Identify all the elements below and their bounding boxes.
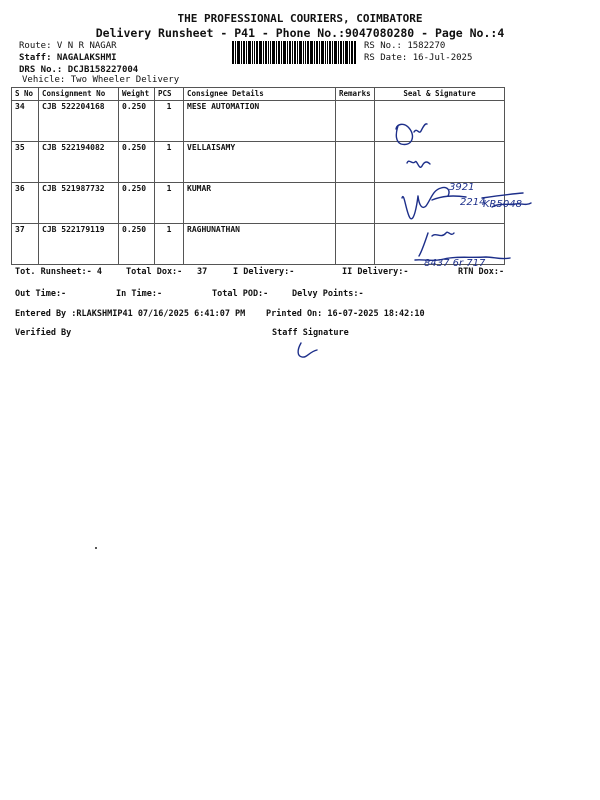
handwritten-note-1: 3921: [449, 182, 475, 193]
cell-signature: [375, 224, 505, 265]
cell-sno: 34: [12, 101, 39, 142]
cell-sno: 36: [12, 183, 39, 224]
cell-remarks: [336, 183, 375, 224]
entered-by: Entered By :RLAKSHMIP41 07/16/2025 6:41:07 PM: [15, 309, 246, 319]
cell-pcs: 1: [155, 224, 184, 265]
header-weight: Weight: [119, 88, 155, 101]
cell-consignment: CJB 522194082: [39, 142, 119, 183]
cell-consignment: CJB 522179119: [39, 224, 119, 265]
document-title: THE PROFESSIONAL COURIERS, COIMBATORE: [177, 12, 423, 25]
cell-sno: 37: [12, 224, 39, 265]
handwritten-note-4: 8437 6r 717: [424, 258, 486, 269]
total-dox-label: Total Dox:-: [126, 267, 183, 277]
cell-sno: 35: [12, 142, 39, 183]
vehicle-label: Vehicle: Two Wheeler Delivery: [22, 75, 180, 85]
cell-weight: 0.250: [119, 142, 155, 183]
cell-remarks: [336, 224, 375, 265]
rs-number: RS No.: 1582270: [364, 41, 446, 51]
cell-pcs: 1: [155, 142, 184, 183]
header-pcs: PCS: [155, 88, 184, 101]
cell-signature: [375, 183, 505, 224]
tot-runsheet: Tot. Runsheet:- 4: [15, 267, 102, 277]
cell-signature: [375, 142, 505, 183]
header-sno: S No: [12, 88, 39, 101]
cell-consignee: RAGHUNATHAN: [184, 224, 336, 265]
ii-delivery-label: II Delivery:-: [342, 267, 409, 277]
cell-pcs: 1: [155, 183, 184, 224]
cell-consignee: VELLAISAMY: [184, 142, 336, 183]
printed-on: Printed On: 16-07-2025 18:42:10: [266, 309, 425, 319]
cell-weight: 0.250: [119, 183, 155, 224]
rs-date: RS Date: 16-Jul-2025: [364, 53, 473, 63]
cell-remarks: [336, 101, 375, 142]
barcode: [232, 41, 356, 64]
route-label: Route: V N R NAGAR: [19, 41, 117, 51]
total-pod-label: Total POD:-: [212, 289, 269, 299]
header-consignment: Consignment No: [39, 88, 119, 101]
cell-pcs: 1: [155, 101, 184, 142]
scan-speck: [95, 547, 97, 549]
staff-signature-mark: [298, 343, 317, 357]
total-dox-value: 37: [197, 267, 208, 277]
table-row: [12, 224, 505, 265]
i-delivery-label: I Delivery:-: [233, 267, 295, 277]
cell-consignee: KUMAR: [184, 183, 336, 224]
delvy-points-label: Delvy Points:-: [292, 289, 364, 299]
cell-weight: 0.250: [119, 224, 155, 265]
staff-label: Staff: NAGALAKSHMI: [19, 53, 117, 63]
cell-consignment: CJB 521987732: [39, 183, 119, 224]
in-time-label: In Time:-: [116, 289, 163, 299]
out-time-label: Out Time:-: [15, 289, 67, 299]
verified-by-label: Verified By: [15, 328, 72, 338]
header-consignee: Consignee Details: [184, 88, 336, 101]
cell-signature: [375, 101, 505, 142]
table-header-row: [12, 88, 505, 101]
cell-consignee: MESE AUTOMATION: [184, 101, 336, 142]
cell-remarks: [336, 142, 375, 183]
cell-weight: 0.250: [119, 101, 155, 142]
cell-consignment: CJB 522204168: [39, 101, 119, 142]
staff-signature-label: Staff Signature: [272, 328, 349, 338]
header-remarks: Remarks: [336, 88, 375, 101]
document-subtitle: Delivery Runsheet - P41 - Phone No.:9047080280 - Page No.:4: [95, 26, 505, 40]
drs-number: DRS No.: DCJB158227004: [19, 65, 139, 75]
table-row: [12, 101, 505, 142]
runsheet-table: [11, 87, 505, 265]
handwritten-note-3: KR5048: [483, 199, 522, 210]
table-row: [12, 183, 505, 224]
header-seal-signature: Seal & Signature: [375, 88, 505, 101]
handwritten-note-2: 2214: [460, 197, 486, 208]
rtn-dox-label: RTN Dox:-: [458, 267, 505, 277]
table-row: [12, 142, 505, 183]
